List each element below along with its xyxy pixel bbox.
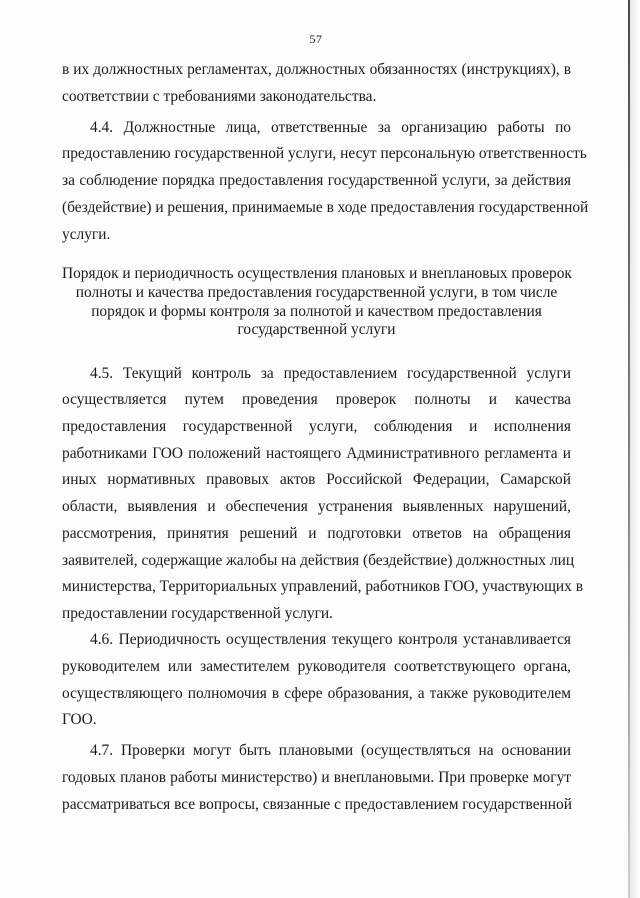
page-number: 57 <box>309 32 323 46</box>
text-line: рассматриваться все вопросы, связанные с предоставлением государственной <box>62 796 572 813</box>
section-heading: порядок и формы контроля за полнотой и качеством предоставления <box>91 303 542 320</box>
text-line: годовых планов работы министерство) и внеплановыми. При проверке могут <box>62 769 571 786</box>
text-line: 4.4. Должностные лица, ответственные за организацию работы по <box>90 119 571 136</box>
text-line: за соблюдение порядка предоставления государственной услуги, за действия <box>62 172 571 189</box>
text-line: (бездействие) и решения, принимаемые в ходе предоставления государственной <box>62 199 589 216</box>
text-line: услуги. <box>62 226 111 243</box>
text-line: 4.5. Текущий контроль за предоставлением государственной услуги <box>90 365 571 382</box>
text-line: предоставлению государственной услуги, несут персональную ответственность <box>62 145 587 162</box>
section-heading: Порядок и периодичность осуществления плановых и внеплановых проверок <box>62 265 572 282</box>
text-line: осуществляющего полномочия в сфере образования, а также руководителем <box>62 685 571 702</box>
text-line: в их должностных регламентах, должностных обязанностях (инструкциях), в <box>62 61 571 78</box>
text-line: иных нормативных правовых актов Российской Федерации, Самарской <box>62 471 571 488</box>
text-line: работниками ГОО положений настоящего Административного регламента и <box>62 445 571 462</box>
text-line: 4.6. Периодичность осуществления текущего контроля устанавливается <box>90 631 571 648</box>
page-edge-shadow <box>630 0 640 898</box>
text-line: рассмотрения, принятия решений и подготовки ответов на обращения <box>62 525 571 542</box>
section-heading: государственной услуги <box>237 321 396 338</box>
text-line: предоставления государственной услуги, соблюдения и исполнения <box>62 418 571 435</box>
text-line: ГОО. <box>62 711 97 728</box>
text-line: предоставлении государственной услуги. <box>62 605 334 622</box>
section-heading: полноты и качества предоставления государственной услуги, в том числе <box>75 284 558 301</box>
text-line: министерства, Территориальных управлений, работников ГОО, участвующих в <box>62 578 583 595</box>
text-line: осуществляется путем проведения проверок полноты и качества <box>62 391 571 408</box>
text-line: области, выявления и обеспечения устранения выявленных нарушений, <box>62 498 571 515</box>
text-line: 4.7. Проверки могут быть плановыми (осуществляться на основании <box>90 742 571 759</box>
text-line: заявителей, содержащие жалобы на действия (бездействие) должностных лиц <box>62 552 575 569</box>
text-line: руководителем или заместителем руководителя соответствующего органа, <box>62 658 571 675</box>
text-line: соответствии с требованиями законодательства. <box>62 88 377 105</box>
